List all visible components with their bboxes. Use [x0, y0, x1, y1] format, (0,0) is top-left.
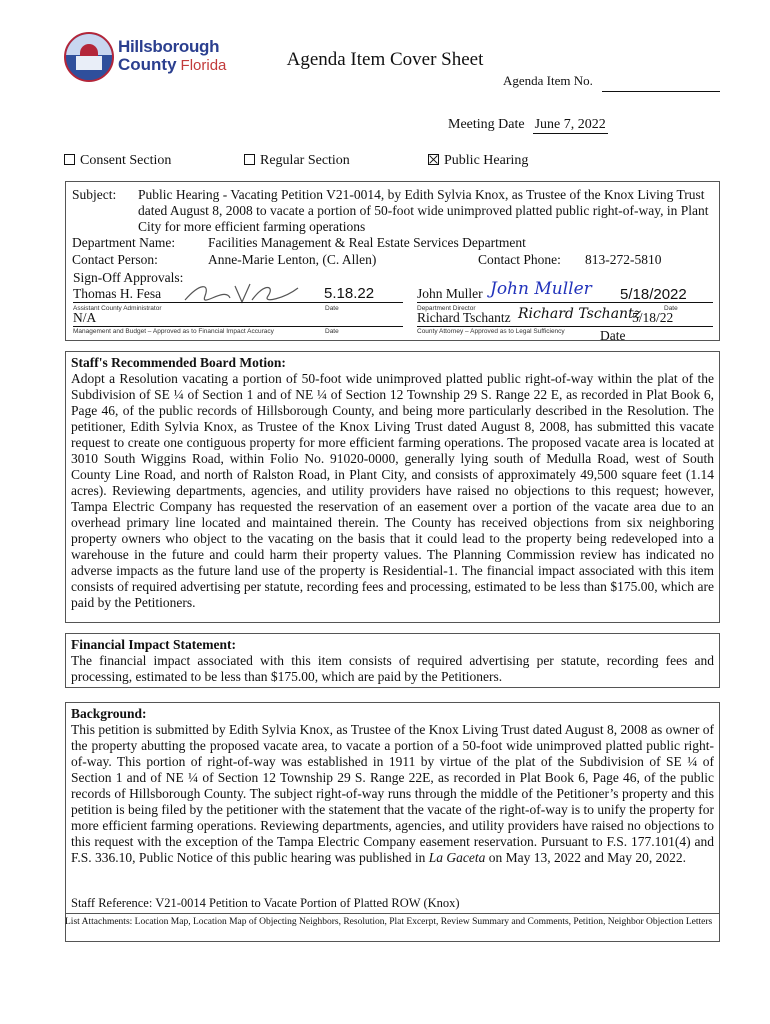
board-motion-heading: Staff's Recommended Board Motion: — [71, 355, 286, 370]
signature-tschantz: Richard Tschantz — [518, 306, 642, 322]
financial-impact-section — [65, 633, 720, 688]
contact-label: Contact Person: — [72, 252, 158, 267]
phone-value: 813-272-5810 — [585, 252, 662, 267]
signoff-label: Sign-Off Approvals: — [73, 270, 184, 285]
background-text: This petition is submitted by Edith Sylvia Knox, as Trustee of the Knox Living Trust dated August 8, 2008 as owner of the property abutting the proposed vacate area, to vacate a portion of a 50-foot wide unimproved platted public right-of-way. This portion of right-of-way was established in 1911 by virtue of the plat of the Subdivision of SE ¼ of Section 1 and of NE ¼ of Section 12 Township 29 S. Range 22E, as recorded in Plat Book 6, Page 46, of the public records of Hillsborough County. The subject right-of-way runs through the middle of the Petitioner’s property and this petition is being filed by the petitioner with the statement that the vacate of the right-of-way is to unify the property for more efficient farming operations. Reviewing departments, agencies, and utility providers have raised no objections to this request with the exception of the Tampa Electric Company easement reservation. Pursuant to F.S. 177.101(4) and F.S. 336.10, Public Notice of this public hearing was published in La Gaceta on May 13, 2022 and May 20, 2022. — [71, 722, 714, 865]
signoff-right2-caption: County Attorney – Approved as to Legal Sufficiency — [417, 328, 565, 335]
signoff-left2-caption: Management and Budget – Approved as to Financial Impact Accuracy — [73, 328, 274, 335]
public-hearing-option[interactable]: Public Hearing — [428, 153, 528, 169]
department-value: Facilities Management & Real Estate Services Department — [208, 235, 526, 250]
checkbox-icon[interactable] — [244, 154, 255, 165]
signoff-right1-caption: Department Director — [417, 305, 476, 312]
signature-muller: John Muller — [490, 279, 592, 299]
staff-reference: Staff Reference: V21-0014 Petition to Vacate Portion of Platted ROW (Knox) — [71, 896, 460, 910]
signoff-right2-name: Richard Tschantz — [417, 310, 511, 325]
signoff-right2-date: 5/18/22 — [632, 310, 674, 325]
logo-name: Hillsborough — [118, 37, 220, 56]
checked-checkbox-icon[interactable] — [428, 154, 439, 165]
board-motion-text: Adopt a Resolution vacating a portion of 50-foot wide unimproved platted public right-of-way within the plat of the Subdivision of SE ¼ of Section 1 and of NE ¼ of Section 12 Township 29 S. Range 22 E, as recorded in Plat Book 6, Page 46, of the public records of Hillsborough County, and being more particularly described in the Resolution. The petitioner, Edith Sylvia Knox, as Trustee of the Knox Living Trust dated August 8, 2008, has submitted this vacate request to create one contiguous property for more efficient farming operations. The proposed vacate area is located at 3010 South Wiggins Road, within Folio No. 91020-0000, generally lying south of Medulla Road, west of South County Line Road, and north of Ralston Road, in Plant City, and consists of approximately 49,500 square feet (1.14 acres). Reviewing departments, agencies, and utility providers have raised no objections to this request; however, Tampa Electric Company has requested the reservation of an easement over a portion of the vacate area due to an overhead primary line located and maintained therein. The County has received objections from six neighboring property owners who object to the vacating on the basis that it could lead to the property being redeveloped into a warehouse in the future and could harm their property values. The Planning Commission review has indicated no adverse impacts as the future land use of the property is Residential-1. The financial impact associated with this item consists of required advertising per statute, recording fees and processing, estimated to be less than $175.00, which are paid by the Petitioners. — [71, 371, 714, 610]
agenda-item-number-field[interactable] — [602, 91, 720, 92]
financial-impact-text: The financial impact associated with this item consists of required advertising per statute, recording fees and processing, estimated to be less than $175.00, which are paid by the Petitioners. — [71, 653, 714, 684]
checkbox-icon[interactable] — [64, 154, 75, 165]
signoff-left1-date: 5.18.22 — [324, 285, 375, 302]
signoff-left1-caption: Assistant County Administrator — [73, 305, 162, 312]
signoff-right1-date: 5/18/2022 — [620, 286, 687, 303]
regular-section-option[interactable]: Regular Section — [244, 153, 350, 169]
agenda-item-label: Agenda Item No. — [503, 73, 593, 88]
signoff-left1-name: Thomas H. Fesa — [73, 286, 162, 301]
background-heading: Background: — [71, 706, 147, 721]
subject-label: Subject: — [72, 187, 117, 202]
department-label: Department Name: — [72, 235, 176, 250]
logo-county: County Florida — [118, 55, 227, 74]
financial-impact-heading: Financial Impact Statement: — [71, 637, 236, 652]
contact-value: Anne-Marie Lenton, (C. Allen) — [208, 252, 377, 267]
subject-text: Public Hearing - Vacating Petition V21-0014, by Edith Sylvia Knox, as Trustee of the Knox Living Trust dated August 8, 2008 to vacate a portion of 50-foot wide unimproved platted public right-of-way, in Plant City for more efficient farming operations — [138, 187, 709, 234]
signoff-left2-name: N/A — [73, 310, 97, 325]
page-title: Agenda Item Cover Sheet — [286, 49, 484, 70]
meeting-date-value: June 7, 2022 — [534, 117, 606, 132]
meeting-date: Meeting Date June 7, 2022 — [448, 117, 606, 132]
board-motion-section — [65, 351, 720, 623]
phone-label: Contact Phone: — [478, 252, 561, 267]
signoff-right1-name: John Muller — [417, 286, 483, 301]
attachments-list: List Attachments: Location Map, Location Map of Objecting Neighbors, Resolution, Plat Excerpt, Review Summary and Comments, Petition, Neighbor Objection Letters — [65, 913, 720, 928]
consent-section-option[interactable]: Consent Section — [64, 153, 171, 169]
